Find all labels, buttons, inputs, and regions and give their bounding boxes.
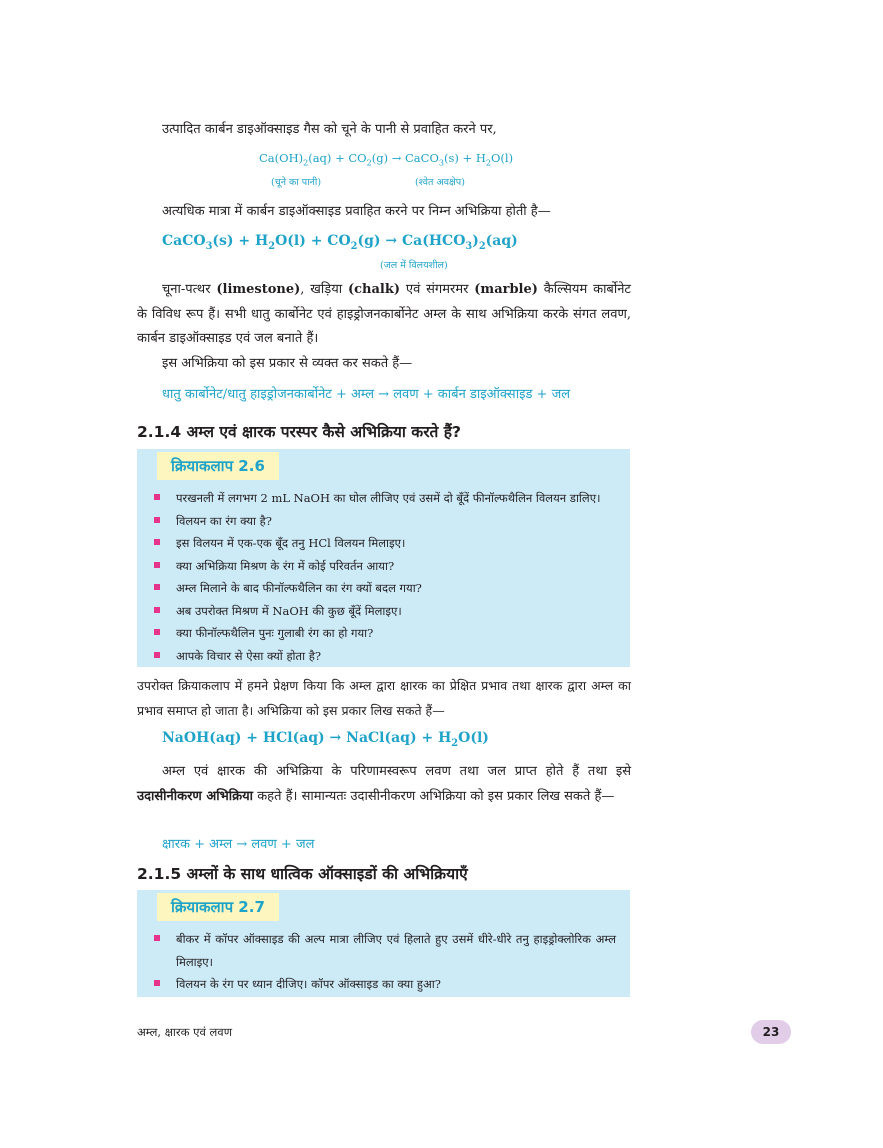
- bullet-square-icon: [154, 517, 160, 523]
- note-water-soluble: (जल में विलयशील): [380, 260, 448, 271]
- intro-line: उत्पादित कार्बन डाइऑक्साइड गैस को चूने के पानी से प्रवाहित करने पर,: [162, 122, 497, 137]
- word-equation-carbonate: धातु कार्बोनेट/धातु हाइड्रोजनकार्बोनेट + अम्ल → लवण + कार्बन डाइऑक्साइड + जल: [162, 387, 571, 402]
- list-item: बीकर में कॉपर ऑक्साइड की अल्प मात्रा लीजिए एवं हिलाते हुए उसमें धीरे-धीरे तनु हाइड्रोक्लोरिक अम्ल मिलाइए।: [137, 928, 616, 973]
- list-item: परखनली में लगभग 2 mL NaOH का घोल लीजिए एवं उसमें दो बूँदें फीनॉल्फथैलिन विलयन डालिए।: [137, 487, 630, 510]
- equation-limewater: $Ca(OH)_2(aq) + CO_2(g)$ → CaCO$_3$(s) + $H_2O(l)$: [259, 151, 514, 168]
- activity-2-6-list: [137, 487, 630, 667]
- note-white-precipitate: (श्वेत अवक्षेप): [415, 177, 465, 188]
- paragraph-neutralisation-observation: उपरोक्त क्रियाकलाप में हमने प्रेक्षण किया कि अम्ल द्वारा क्षारक का प्रेक्षित प्रभाव तथा क्षारक द्वारा अम्ल का प्रभाव समाप्त हो जाता है। अभिक्रिया को इस प्रकार लिख सकते हैं—: [137, 678, 631, 718]
- bullet-square-icon: [154, 980, 160, 986]
- activity-title-2-6: क्रियाकलाप 2.6: [157, 452, 279, 480]
- list-item: अब उपरोक्त मिश्रण में NaOH की कुछ बूँदें मिलाइए।: [137, 600, 630, 623]
- bullet-square-icon: [154, 607, 160, 613]
- bullet-square-icon: [154, 584, 160, 590]
- list-item: अम्ल मिलाने के बाद फीनॉल्फथैलिन का रंग क्यों बदल गया?: [137, 577, 630, 600]
- page-number-badge: 23: [751, 1020, 791, 1044]
- paragraph-carbonates: चूना-पत्थर (limestone), खड़िया (chalk) एवं संगमरमर (marble) कैल्सियम कार्बोनेट के विविध रूप हैं। सभी धातु कार्बोनेट एवं हाइड्रोजनकार्बोनेट अम्ल के साथ अभिक्रिया करके संगत लवण, कार्बन डाइऑक्साइड एवं जल बनाते हैं।: [137, 282, 631, 346]
- section-heading-2-1-5: 2.1.5 अम्लों के साथ धात्विक ऑक्साइडों की अभिक्रियाएँ: [137, 865, 468, 883]
- equation-calcium-hydrogencarbonate: CaCO$_3$(s) + $H_2O(l) + CO_2(g) \to Ca(HCO_3)_2(aq)$: [162, 233, 518, 252]
- bullet-square-icon: [154, 652, 160, 658]
- list-item: इस विलयन में एक-एक बूँद तनु HCl विलयन मिलाइए।: [137, 532, 630, 555]
- paragraph-neutralisation-definition: अम्ल एवं क्षारक की अभिक्रिया के परिणामस्वरूप लवण तथा जल प्राप्त होते हैं तथा इसे उदासीनीकरण अभिक्रिया कहते हैं। सामान्यतः उदासीनीकरण अभिक्रिया को इस प्रकार लिख सकते हैं—: [137, 764, 631, 804]
- bullet-square-icon: [154, 539, 160, 545]
- list-item: आपके विचार से ऐसा क्यों होता है?: [137, 645, 630, 668]
- section-heading-2-1-4: 2.1.4 अम्ल एवं क्षारक परस्पर कैसे अभिक्रिया करते हैं?: [137, 423, 462, 441]
- word-equation-neutralisation: क्षारक + अम्ल → लवण + जल: [162, 837, 315, 852]
- excess-co2-line: अत्यधिक मात्रा में कार्बन डाइऑक्साइड प्रवाहित करने पर निम्न अभिक्रिया होती है—: [162, 204, 551, 219]
- list-item: विलयन के रंग पर ध्यान दीजिए। कॉपर ऑक्साइड का क्या हुआ?: [137, 973, 616, 996]
- note-limewater: (चूने का पानी): [271, 177, 322, 188]
- equation-naoh-hcl: NaOH(aq) + HCl(aq) → NaCl(aq) + $H_2O(l)$: [162, 730, 489, 749]
- activity-box-2-7: [137, 890, 630, 997]
- list-item: क्या फीनॉल्फथैलिन पुनः गुलाबी रंग का हो गया?: [137, 622, 630, 645]
- bullet-square-icon: [154, 629, 160, 635]
- activity-title-2-7: क्रियाकलाप 2.7: [157, 893, 279, 921]
- bullet-square-icon: [154, 935, 160, 941]
- activity-2-7-list: [137, 928, 630, 996]
- activity-box-2-6: [137, 449, 630, 667]
- bullet-square-icon: [154, 494, 160, 500]
- list-item: क्या अभिक्रिया मिश्रण के रंग में कोई परिवर्तन आया?: [137, 555, 630, 578]
- footer-chapter-title: अम्ल, क्षारक एवं लवण: [137, 1025, 233, 1039]
- list-item: विलयन का रंग क्या है?: [137, 510, 630, 533]
- bullet-square-icon: [154, 562, 160, 568]
- expression-intro-line: इस अभिक्रिया को इस प्रकार से व्यक्त कर सकते हैं—: [162, 356, 413, 371]
